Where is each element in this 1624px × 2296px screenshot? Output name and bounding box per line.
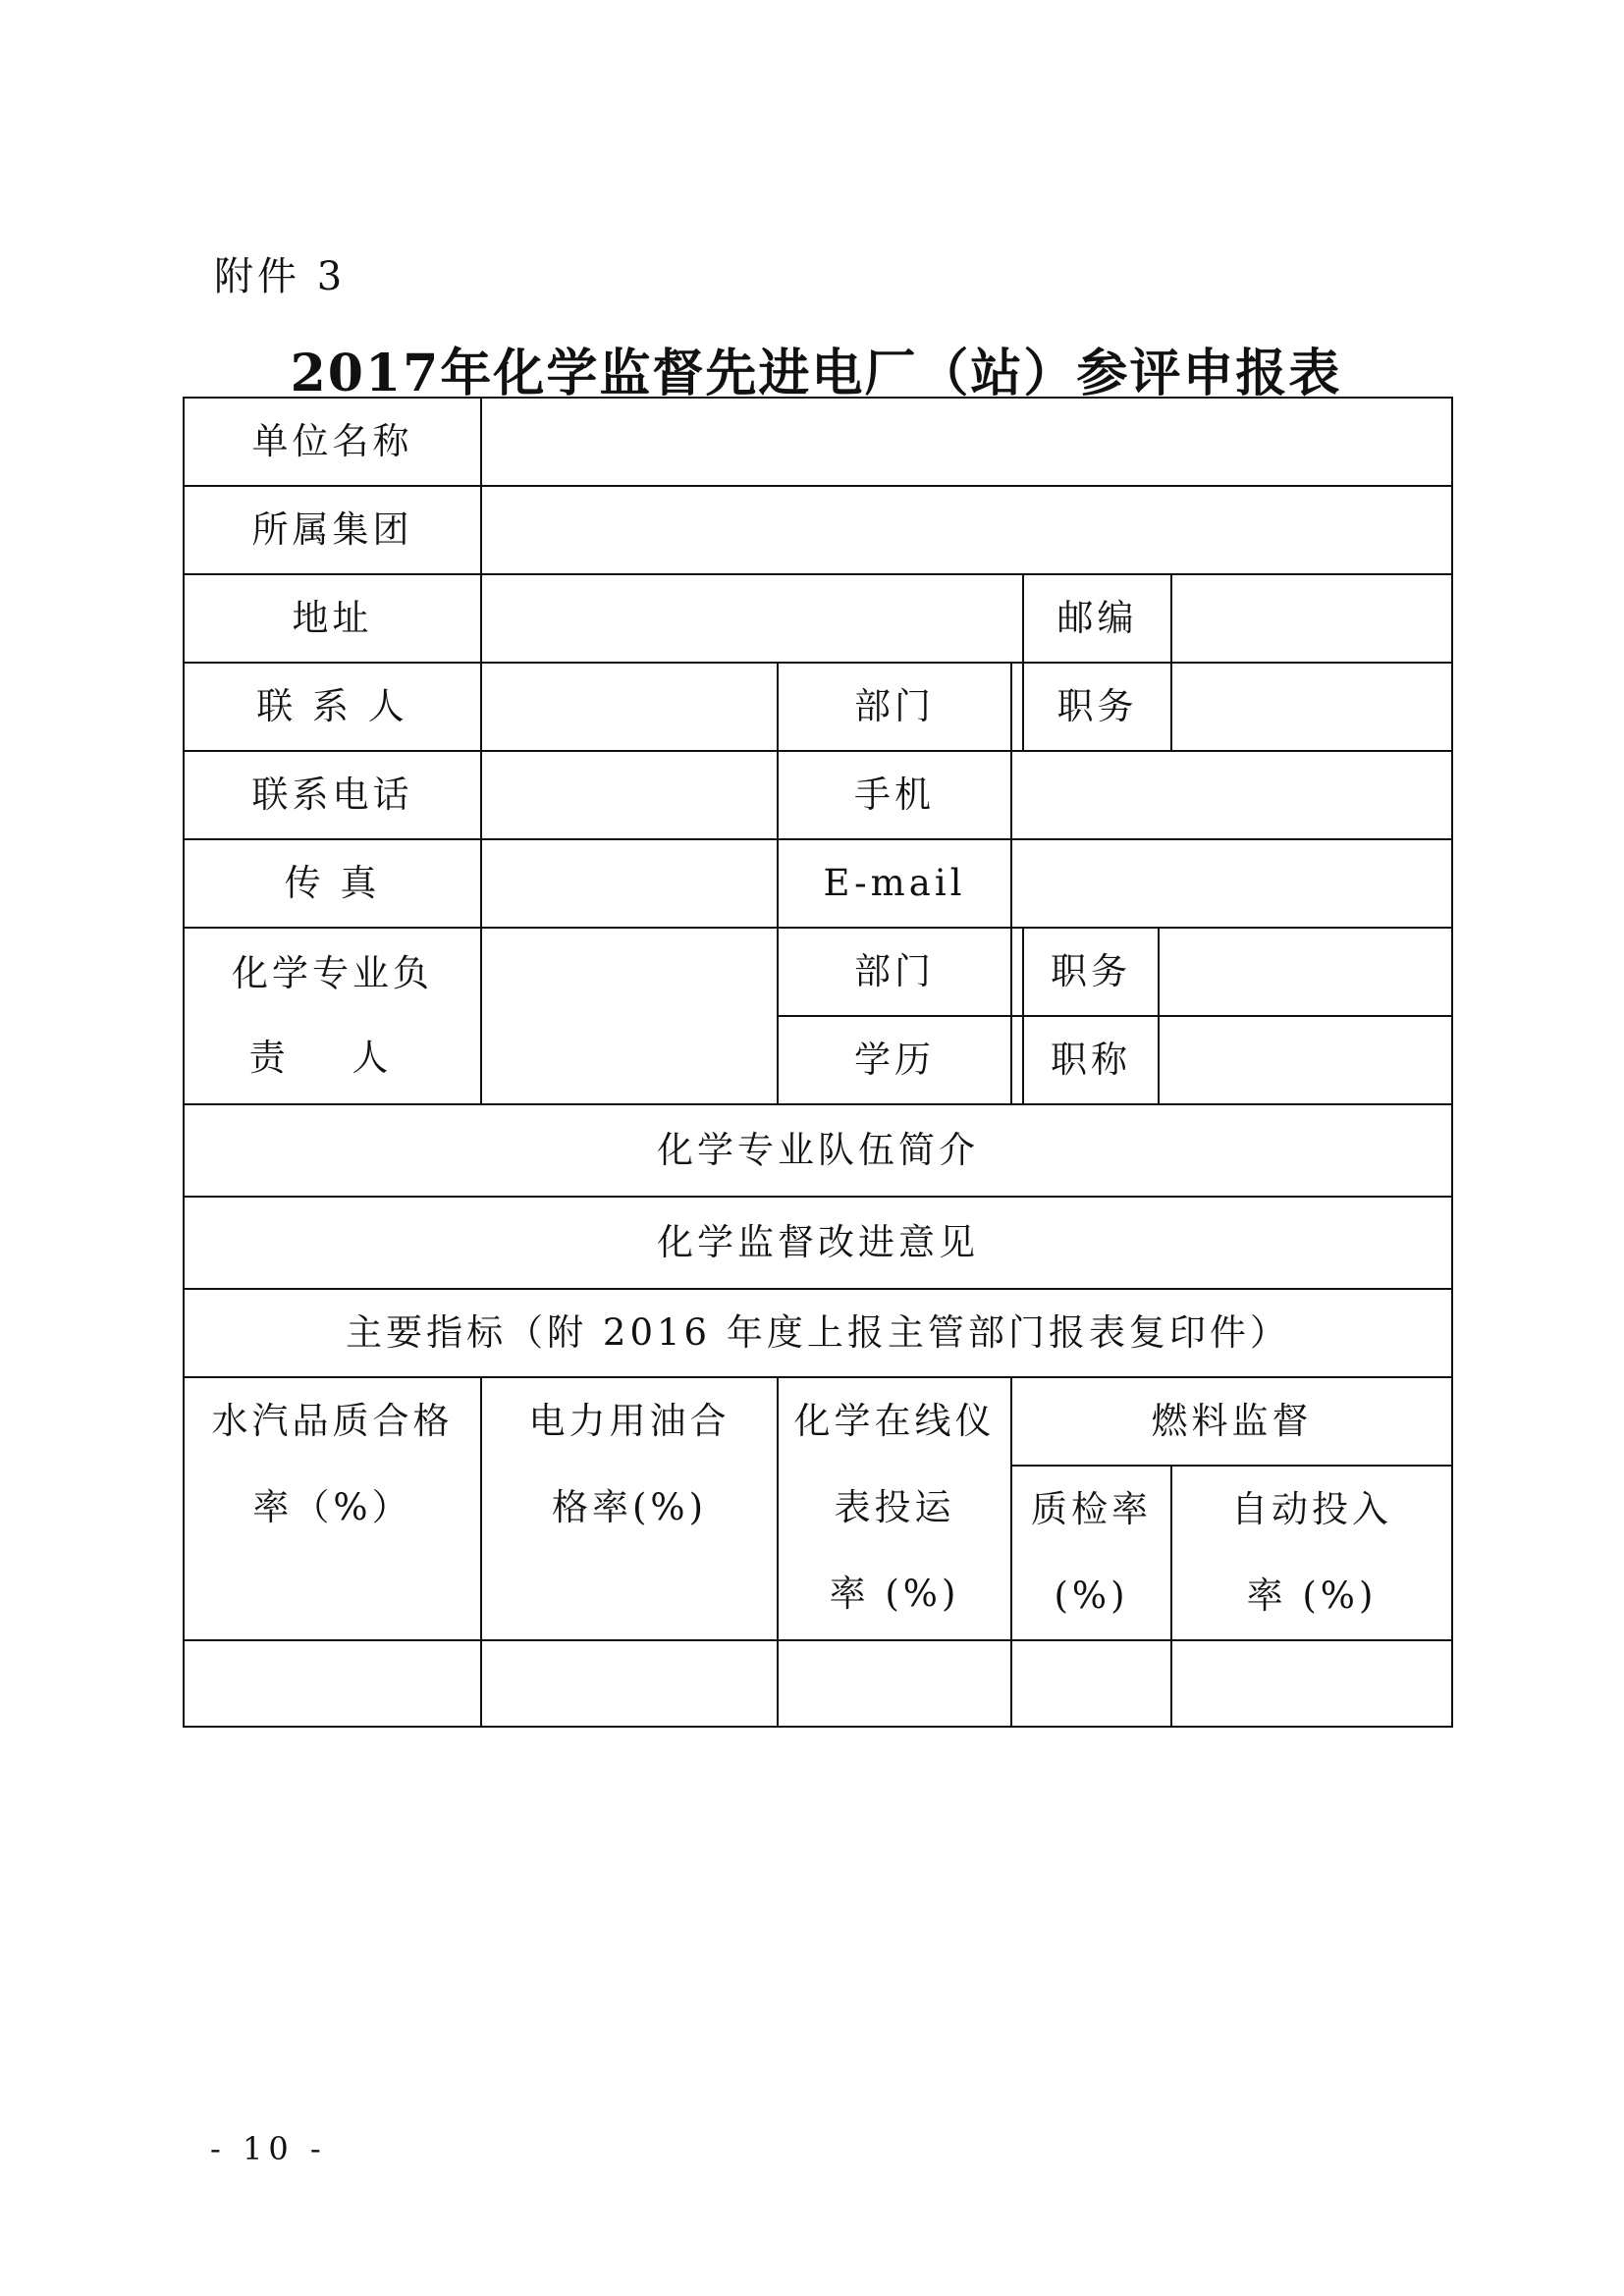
unit-name-field[interactable] bbox=[481, 398, 1452, 486]
mobile-field[interactable] bbox=[1011, 751, 1452, 839]
chem-head-label-line1: 化学专业负 bbox=[232, 952, 433, 994]
title-label: 职称 bbox=[1023, 1016, 1159, 1104]
row-contact bbox=[184, 663, 1452, 751]
contact-field[interactable] bbox=[481, 663, 778, 751]
department-field[interactable] bbox=[1011, 663, 1023, 751]
attachment-label: 附件 3 bbox=[214, 254, 347, 299]
water-steam-value[interactable] bbox=[184, 1640, 481, 1727]
address-field[interactable] bbox=[481, 574, 1023, 663]
chem-head-position-field[interactable] bbox=[1159, 928, 1452, 1016]
team-intro-area[interactable] bbox=[184, 1104, 1452, 1197]
row-phone bbox=[184, 751, 1452, 839]
quality-rate-header bbox=[1011, 1466, 1171, 1640]
online-line1: 化学在线仪 bbox=[793, 1400, 996, 1442]
fuel-header: 燃料监督 bbox=[1011, 1377, 1452, 1466]
chem-head-label bbox=[184, 928, 481, 1104]
online-line3: 率 (%) bbox=[829, 1573, 960, 1615]
postcode-field[interactable] bbox=[1171, 574, 1452, 663]
unit-name-label: 单位名称 bbox=[184, 398, 481, 486]
chem-head-name-field[interactable] bbox=[481, 928, 778, 1104]
quality-rate-value[interactable] bbox=[1011, 1640, 1171, 1727]
water-steam-header bbox=[184, 1377, 481, 1640]
group-field[interactable] bbox=[481, 486, 1452, 574]
oil-value[interactable] bbox=[481, 1640, 778, 1727]
auto-rate-value[interactable] bbox=[1171, 1640, 1452, 1727]
water-steam-line2: 率（%） bbox=[252, 1486, 412, 1528]
address-label: 地址 bbox=[184, 574, 481, 663]
row-fax bbox=[184, 839, 1452, 928]
chem-head-department-field[interactable] bbox=[1011, 928, 1023, 1016]
position-label: 职务 bbox=[1023, 663, 1171, 751]
education-label: 学历 bbox=[778, 1016, 1011, 1104]
application-form-table bbox=[183, 397, 1453, 1728]
contact-label: 联 系 人 bbox=[184, 663, 481, 751]
row-address bbox=[184, 574, 1452, 663]
row-chem-head-1 bbox=[184, 928, 1452, 1016]
phone-label: 联系电话 bbox=[184, 751, 481, 839]
fax-label: 传 真 bbox=[184, 839, 481, 928]
auto-line1: 自动投入 bbox=[1231, 1488, 1392, 1530]
indicators-label: 主要指标（附 2016 年度上报主管部门报表复印件） bbox=[184, 1289, 1452, 1377]
oil-line1: 电力用油合 bbox=[528, 1400, 731, 1442]
education-field[interactable] bbox=[1011, 1016, 1023, 1104]
row-unit-name bbox=[184, 398, 1452, 486]
postcode-label: 邮编 bbox=[1023, 574, 1171, 663]
row-team-intro bbox=[184, 1104, 1452, 1197]
fax-field[interactable] bbox=[481, 839, 778, 928]
row-group bbox=[184, 486, 1452, 574]
auto-rate-header bbox=[1171, 1466, 1452, 1640]
water-steam-line1: 水汽品质合格 bbox=[211, 1400, 454, 1442]
online-line2: 表投运 bbox=[834, 1486, 955, 1528]
mobile-label: 手机 bbox=[778, 751, 1011, 839]
group-label: 所属集团 bbox=[184, 486, 481, 574]
online-instrument-value[interactable] bbox=[778, 1640, 1011, 1727]
row-improvement bbox=[184, 1197, 1452, 1289]
chem-head-label-line2: 责 人 bbox=[248, 1037, 416, 1079]
row-indicator-values bbox=[184, 1640, 1452, 1727]
position-field[interactable] bbox=[1171, 663, 1452, 751]
row-indicators-header bbox=[184, 1289, 1452, 1377]
online-instrument-header bbox=[778, 1377, 1011, 1640]
title-field[interactable] bbox=[1159, 1016, 1452, 1104]
email-label: E-mail bbox=[778, 839, 1011, 928]
phone-field[interactable] bbox=[481, 751, 778, 839]
chem-head-department-label: 部门 bbox=[778, 928, 1011, 1016]
auto-line2: 率 (%) bbox=[1246, 1575, 1378, 1617]
page-number: - 10 - bbox=[210, 2130, 327, 2167]
chem-head-position-label: 职务 bbox=[1023, 928, 1159, 1016]
improvement-area[interactable] bbox=[184, 1197, 1452, 1289]
row-indicator-headers-1 bbox=[184, 1377, 1452, 1466]
department-label: 部门 bbox=[778, 663, 1011, 751]
quality-rate-label: 质检率 (%) bbox=[1031, 1488, 1152, 1617]
oil-header bbox=[481, 1377, 778, 1640]
team-intro-label: 化学专业队伍简介 bbox=[657, 1129, 979, 1171]
page-title: 2017年化学监督先进电厂（站）参评申报表 bbox=[290, 344, 1342, 403]
oil-line2: 格率(%) bbox=[551, 1486, 708, 1528]
improvement-label: 化学监督改进意见 bbox=[657, 1221, 979, 1263]
email-field[interactable] bbox=[1011, 839, 1452, 928]
